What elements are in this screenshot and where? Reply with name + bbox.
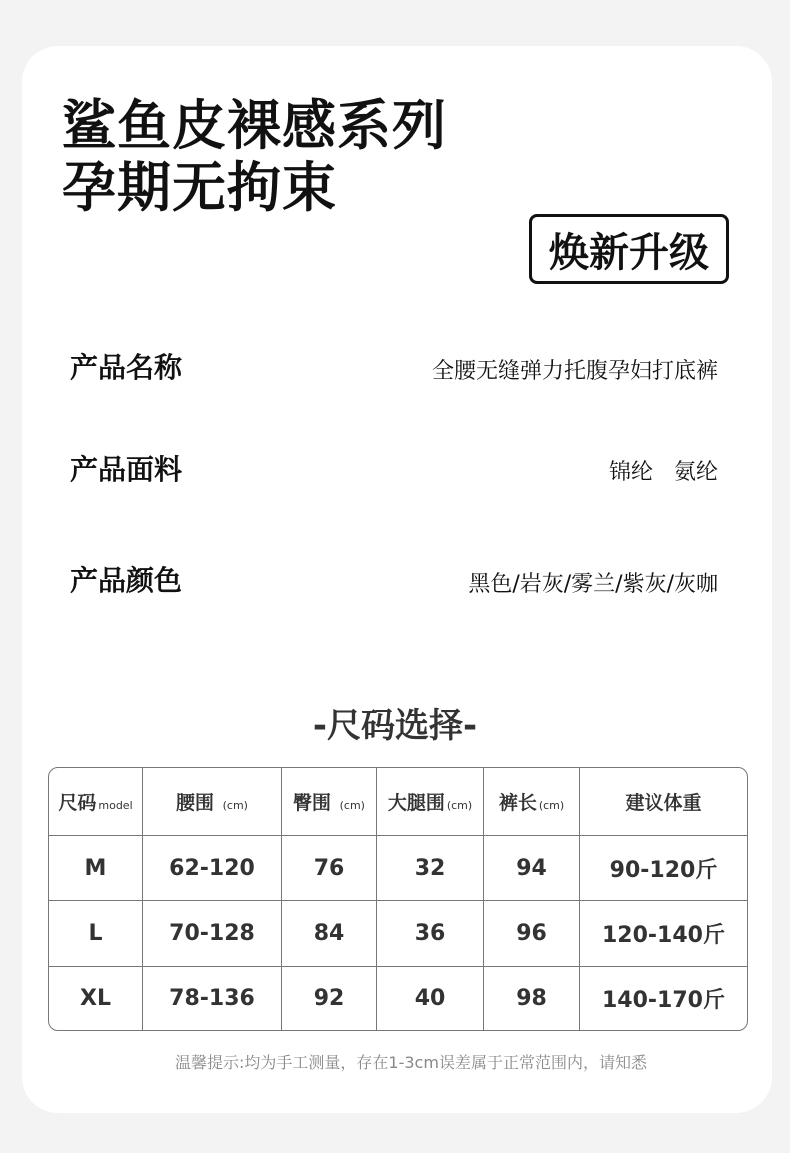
size-cell: L [49,901,143,966]
spec-value-fabric: 锦纶 氨纶 [609,460,718,485]
weight-cell: 140-170斤 [602,987,725,1013]
measurement-note: 温馨提示:均为手工测量，存在1-3cm误差属于正常范围内，请知悉 [175,1053,647,1072]
spec-label-color: 产品颜色 [70,564,183,597]
weight-cell: 120-140斤 [580,901,747,966]
thigh-cell: 32 [377,836,484,901]
table-row [49,836,747,901]
table-row [49,967,747,1030]
hip-cell: 76 [282,836,377,901]
upgrade-badge: 焕新升级 [529,214,729,284]
length-cell: 98 [484,967,580,1030]
table-row [49,901,747,966]
spec-label-fabric: 产品面料 [70,453,183,486]
waist-cell: 62-120 [143,836,282,901]
size-cell: M [49,836,143,901]
thigh-cell: 40 [377,967,484,1030]
header-cell-waist: 腰围 (cm) [143,768,282,836]
spec-value-name: 全腰无缝弹力托腹孕妇打底裤 [431,359,718,384]
hip-cell: 84 [282,901,377,966]
spec-label-name: 产品名称 [70,351,183,384]
hip-cell: 92 [282,967,377,1030]
length-cell: 96 [484,901,580,966]
header-cell-weight: 建议体重 [580,768,747,836]
size-cell: XL [49,967,143,1030]
title-line-2: 孕期无拘束 [62,156,337,219]
spec-value-color: 黑色/岩灰/雾兰/紫灰/灰咖 [468,572,718,597]
title-line-1: 鲨鱼皮裸感系列 [62,94,447,157]
size-table [48,767,748,1031]
header-cell-hip: 臀围 (cm) [282,768,377,836]
header-cell-thigh: 大腿围 (cm) [377,768,484,836]
size-section-title: -尺码选择- [312,706,478,746]
header-cell-length: 裤长 (cm) [484,768,580,836]
length-cell: 94 [484,836,580,901]
size-table-header [49,768,747,836]
thigh-cell: 36 [377,901,484,966]
weight-cell: 90-120斤 [580,836,747,901]
header-cell-size: 尺码 model [49,768,143,836]
waist-cell: 78-136 [143,967,282,1030]
waist-cell: 70-128 [143,901,282,966]
